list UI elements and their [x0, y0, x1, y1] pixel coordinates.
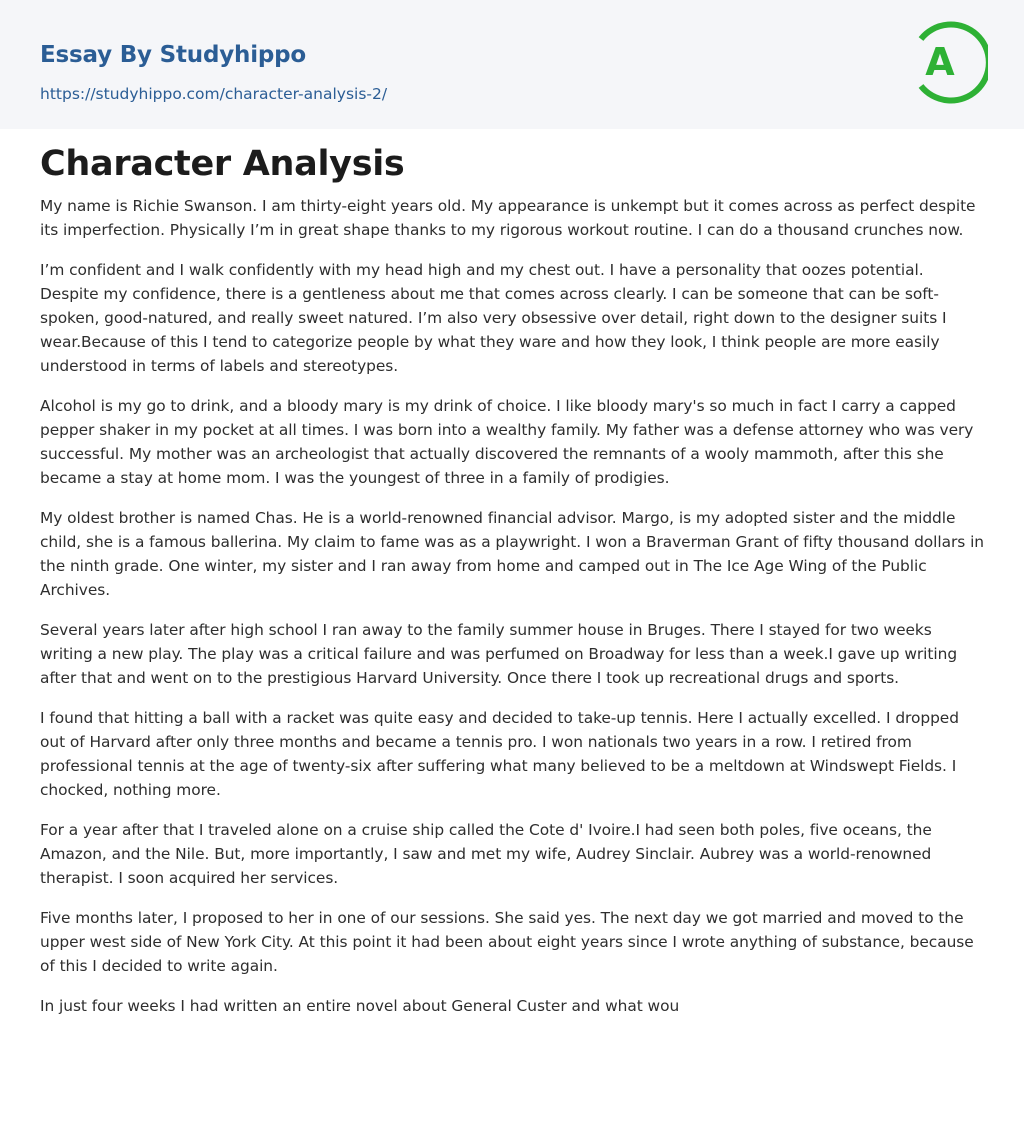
essay-paragraph: Five months later, I proposed to her in one of our sessions. She said yes. The next day we got married and moved to the upper west side of New York City. At this point it had been about eight years since I wrote anything of substance, because of this I decided to write again.	[40, 909, 974, 975]
studyhippo-logo-icon[interactable]	[910, 18, 988, 106]
page-title: Character Analysis	[40, 144, 405, 184]
essay-paragraph: Alcohol is my go to drink, and a bloody mary is my drink of choice. I like bloody mary's so much in fact I carry a capped pepper shaker in my pocket at all times. I was born into a wealthy family. My father was a defense attorney who was very successful. My mother was an archeologist that actually discovered the remnants of a wooly mammoth, after this she became a stay at home mom. I was the youngest of three in a family of prodigies.	[40, 397, 974, 487]
site-header	[0, 0, 1024, 129]
essay-paragraph: I found that hitting a ball with a racket was quite easy and decided to take-up tennis. Here I actually excelled. I dropped out of Harvard after only three months and became a tennis pro. I won nationals two years in a row. I retired from professional tennis at the age of twenty-six after suffering what many believed to be a meltdown at Windswept Fields. I chocked, nothing more.	[40, 709, 959, 799]
essay-paragraph: I’m confident and I walk confidently with my head high and my chest out. I have a personality that oozes potential. Despite my confidence, there is a gentleness about me that comes across clearly. I can be someone that can be soft-spoken, good-natured, and really sweet natured. I’m also very obsessive over detail, right down to the designer suits I wear.Because of this I tend to categorize people by what they ware and how they look, I think people are more easily understood in terms of labels and stereotypes.	[40, 261, 947, 375]
essay-body	[40, 194, 984, 1034]
brand-title[interactable]: Essay By Studyhippo	[40, 42, 307, 68]
essay-paragraph: My name is Richie Swanson. I am thirty-eight years old. My appearance is unkempt but it comes across as perfect despite its imperfection. Physically I’m in great shape thanks to my rigorous workout routine. I can do a thousand crunches now.	[40, 197, 976, 239]
essay-paragraph: In just four weeks I had written an entire novel about General Custer and what wou	[40, 997, 680, 1015]
essay-paragraph: For a year after that I traveled alone on a cruise ship called the Cote d' Ivoire.I had seen both poles, five oceans, the Amazon, and the Nile. But, more importantly, I saw and met my wife, Audrey Sinclair. Aubrey was a world-renowned therapist. I soon acquired her services.	[40, 821, 932, 887]
essay-paragraph: Several years later after high school I ran away to the family summer house in Bruges. There I stayed for two weeks writing a new play. The play was a critical failure and was perfumed on Broadway for less than a week.I gave up writing after that and went on to the prestigious Harvard University. Once there I took up recreational drugs and sports.	[40, 621, 958, 687]
essay-url-link[interactable]: https://studyhippo.com/character-analysis-2/	[40, 85, 388, 103]
logo-letter: A	[925, 40, 955, 84]
essay-paragraph: My oldest brother is named Chas. He is a world-renowned financial advisor. Margo, is my adopted sister and the middle child, she is a famous ballerina. My claim to fame was as a playwright. I won a Braverman Grant of fifty thousand dollars in the ninth grade. One winter, my sister and I ran away from home and camped out in The Ice Age Wing of the Public Archives.	[40, 509, 985, 599]
